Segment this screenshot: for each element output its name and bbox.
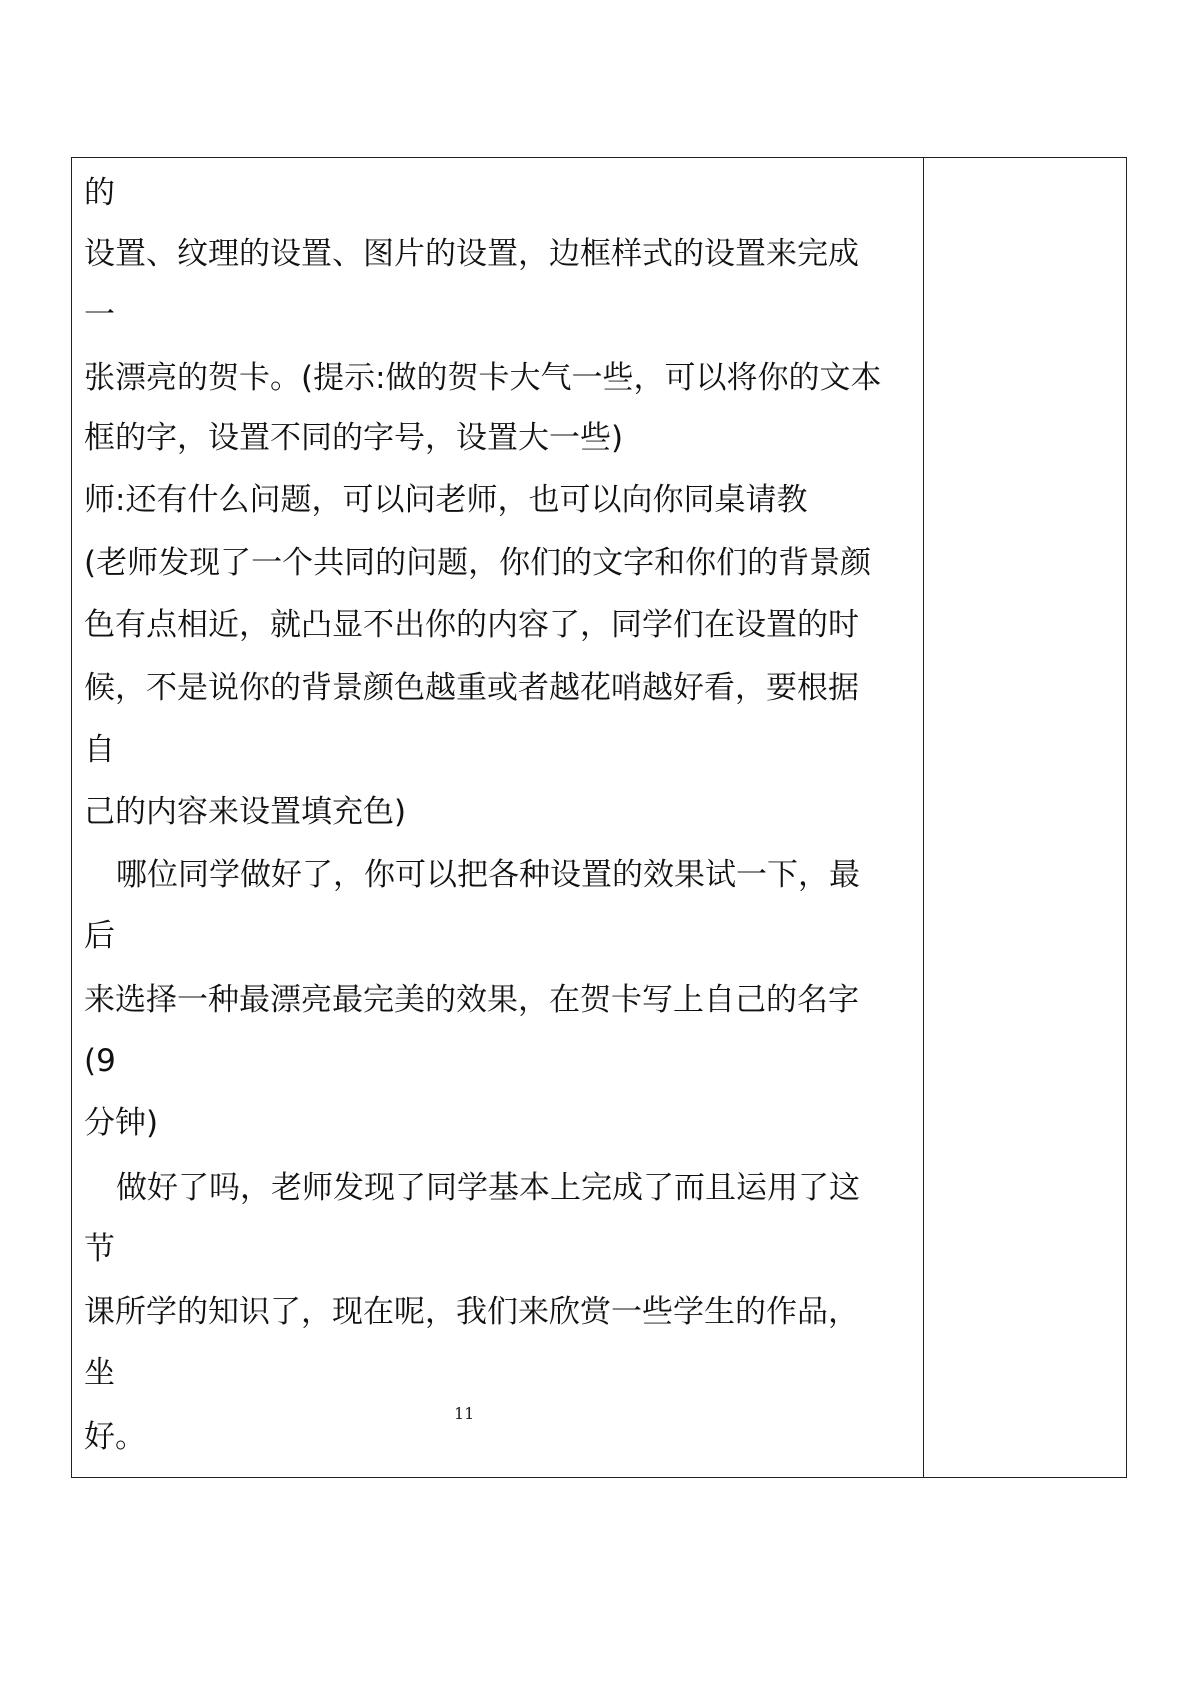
text-line: 己的内容来设置填充色) <box>84 794 407 830</box>
lesson-content-cell <box>72 158 923 1477</box>
text-line: 自 <box>84 732 115 768</box>
text-line: 哪位同学做好了，你可以把各种设置的效果试一下，最 <box>116 857 860 893</box>
text-line: 师:还有什么问题，可以问老师，也可以向你同桌请教 <box>84 482 808 518</box>
text-line: 的 <box>84 175 115 211</box>
text-line: 节 <box>84 1231 115 1267</box>
page-number: 11 <box>454 1404 475 1423</box>
text-line: 好。 <box>84 1419 146 1455</box>
text-line: 坐 <box>84 1355 115 1391</box>
text-line: 框的字，设置不同的字号，设置大一些) <box>84 420 624 456</box>
text-line: 来选择一种最漂亮最完美的效果，在贺卡写上自己的名字 <box>84 982 859 1018</box>
column-divider <box>923 158 924 1477</box>
lesson-table <box>71 157 1127 1478</box>
text-line: 色有点相近，就凸显不出你的内容了，同学们在设置的时 <box>84 607 859 643</box>
text-line: 做好了吗，老师发现了同学基本上完成了而且运用了这 <box>116 1170 860 1206</box>
text-line: 张漂亮的贺卡。(提示:做的贺卡大气一些，可以将你的文本 <box>84 360 882 396</box>
text-line: 课所学的知识了，现在呢，我们来欣赏一些学生的作品， <box>84 1294 859 1330</box>
text-line: 一 <box>84 297 115 333</box>
text-line: 后 <box>84 918 115 954</box>
text-line: 分钟) <box>84 1105 159 1141</box>
text-line: (9 <box>84 1043 116 1079</box>
text-line: 候，不是说你的背景颜色越重或者越花哨越好看，要根据 <box>84 670 859 706</box>
text-line: 设置、纹理的设置、图片的设置，边框样式的设置来完成 <box>84 236 859 272</box>
text-line: (老师发现了一个共同的问题，你们的文字和你们的背景颜 <box>84 545 872 581</box>
